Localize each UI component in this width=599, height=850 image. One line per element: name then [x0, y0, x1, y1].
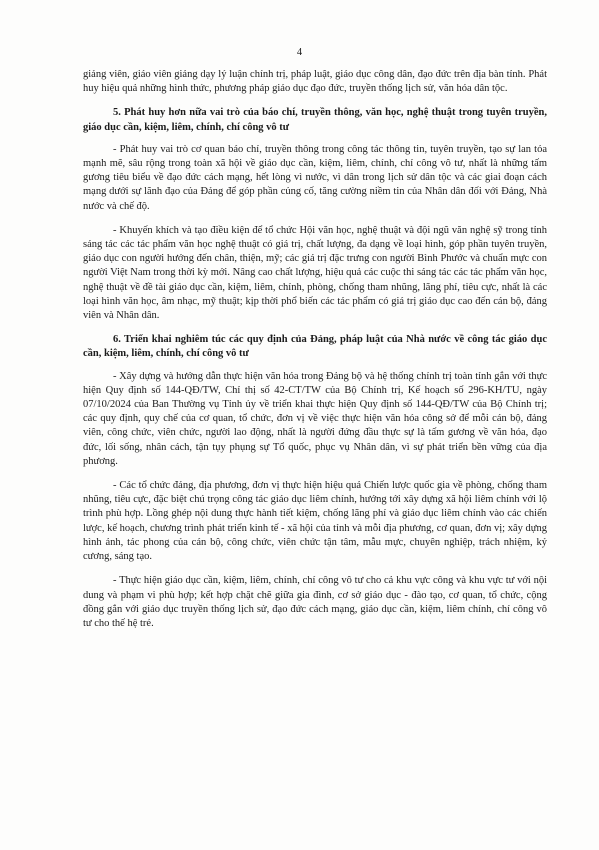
- paragraph-anti-corruption: - Các tổ chức đảng, địa phương, đơn vị thực hiện hiệu quả Chiến lược quốc gia về phòng, chống tham nhũng, tiêu cực, đặc biệt chú trọng công tác giáo dục liêm chính, hướng tới xây dựng xã hội liêm chính với lộ trình phù hợp. Lồng ghép nội dung thực hành tiết kiệm, chống lãng phí và giáo dục liêm chính vào các chiến lược, kế hoạch, chương trình phát triển kinh tế - xã hội của tỉnh và mỗi địa phương, cơ quan, đơn vị; xây dựng hình ảnh, tác phong của cán bộ, công chức, viên chức tận tâm, mẫu mực, chuyên nghiệp, trách nhiệm, kỷ cương, sáng tạo.: [83, 480, 547, 563]
- paragraph-press-media: - Phát huy vai trò cơ quan báo chí, truyền thông trong công tác thông tin, tuyên truyền, tạo sự lan tỏa mạnh mẽ, sâu rộng trong toàn xã hội về giáo dục cần, kiệm, liêm, chính, chí công vô tư, nhất là những tấm gương tiêu biểu về đạo đức cách mạng, hết lòng vì nước, vì dân trong lịch sử dân tộc và các giai đoạn cách mạng dưới sự lãnh đạo của Đảng để góp phần củng cố, tăng cường niềm tin của Nhân dân đối với Đảng, Nhà nước và chế độ.: [83, 143, 547, 212]
- paragraph-literature-arts: - Khuyến khích và tạo điều kiện để tổ chức Hội văn học, nghệ thuật và đội ngũ văn nghệ sỹ trong tỉnh sáng tác các tác phẩm văn học nghệ thuật có giá trị, chất lượng, đa dạng về loại hình, góp phần tuyên truyền, giáo dục con người hướng đến chân, thiện, mỹ; các giá trị đặc trưng con người Bình Phước và chuẩn mực con người Việt Nam trong thời kỳ mới. Nâng cao chất lượng, hiệu quả các cuộc thi sáng tác các tác phẩm văn học, nghệ thuật về đề tài giáo dục cần, kiệm, liêm, chính, phòng, chống tham nhũng, lãng phí, tiêu cực, nhất là các loại hình văn học, âm nhạc, mỹ thuật; kịp thời phổ biến các tác phẩm có giá trị giáo dục cao đến cán bộ, đảng viên và Nhân dân.: [83, 224, 547, 322]
- section-heading-5: 5. Phát huy hơn nữa vai trò của báo chí, truyền thông, văn học, nghệ thuật trong tuyên truyền, giáo dục cần, kiệm, liêm, chính, chí công vô tư: [83, 107, 547, 133]
- section-heading-6: 6. Triển khai nghiêm túc các quy định của Đảng, pháp luật của Nhà nước về công tác giáo dục cần, kiệm, liêm, chính, chí công vô tư: [83, 334, 547, 360]
- paragraph-party-culture: - Xây dựng và hướng dẫn thực hiện văn hóa trong Đảng bộ và hệ thống chính trị toàn tỉnh gắn với thực hiện Quy định số 144-QĐ/TW, Chỉ thị số 42-CT/TW của Bộ Chính trị, Kế hoạch số 296-KH/TU, ngày 07/10/2024 của Ban Thường vụ Tỉnh ủy về triển khai thực hiện Quy định số 144-QĐ/TW của Bộ Chính trị; các quy định, quy chế của cơ quan, tổ chức, đơn vị về việc thực hiện văn hóa công sở để mỗi cán bộ, đảng viên, công chức, viên chức, người lao động, nhất là người đứng đầu thực sự là tấm gương về văn hóa, đạo đức, lối sống, nhân cách, tận tụy phụng sự Tổ quốc, phục vụ Nhân dân, vì sự phát triển bền vững của địa phương.: [83, 370, 547, 467]
- document-body: [83, 68, 547, 641]
- paragraph-continued: giảng viên, giáo viên giảng dạy lý luận chính trị, pháp luật, giáo dục công dân, đạo đức trên địa bàn tỉnh. Phát huy hiệu quả những hình thức, phương pháp giáo dục đạo đức, truyền thống lịch sử, văn hóa dân tộc.: [83, 69, 547, 95]
- paragraph-public-private-education: - Thực hiện giáo dục cần, kiệm, liêm, chính, chí công vô tư cho cả khu vực công và khu vực tư với nội dung và phạm vi phù hợp; kết hợp chặt chẽ giữa gia đình, cơ sở giáo dục - đào tạo, cơ quan, tổ chức, cộng đồng gắn với giáo dục truyền thống lịch sử, đạo đức cách mạng, giáo dục cần, kiệm, liêm chính, chí công vô tư cho thế hệ trẻ.: [83, 575, 547, 629]
- page-number: 4: [296, 47, 303, 58]
